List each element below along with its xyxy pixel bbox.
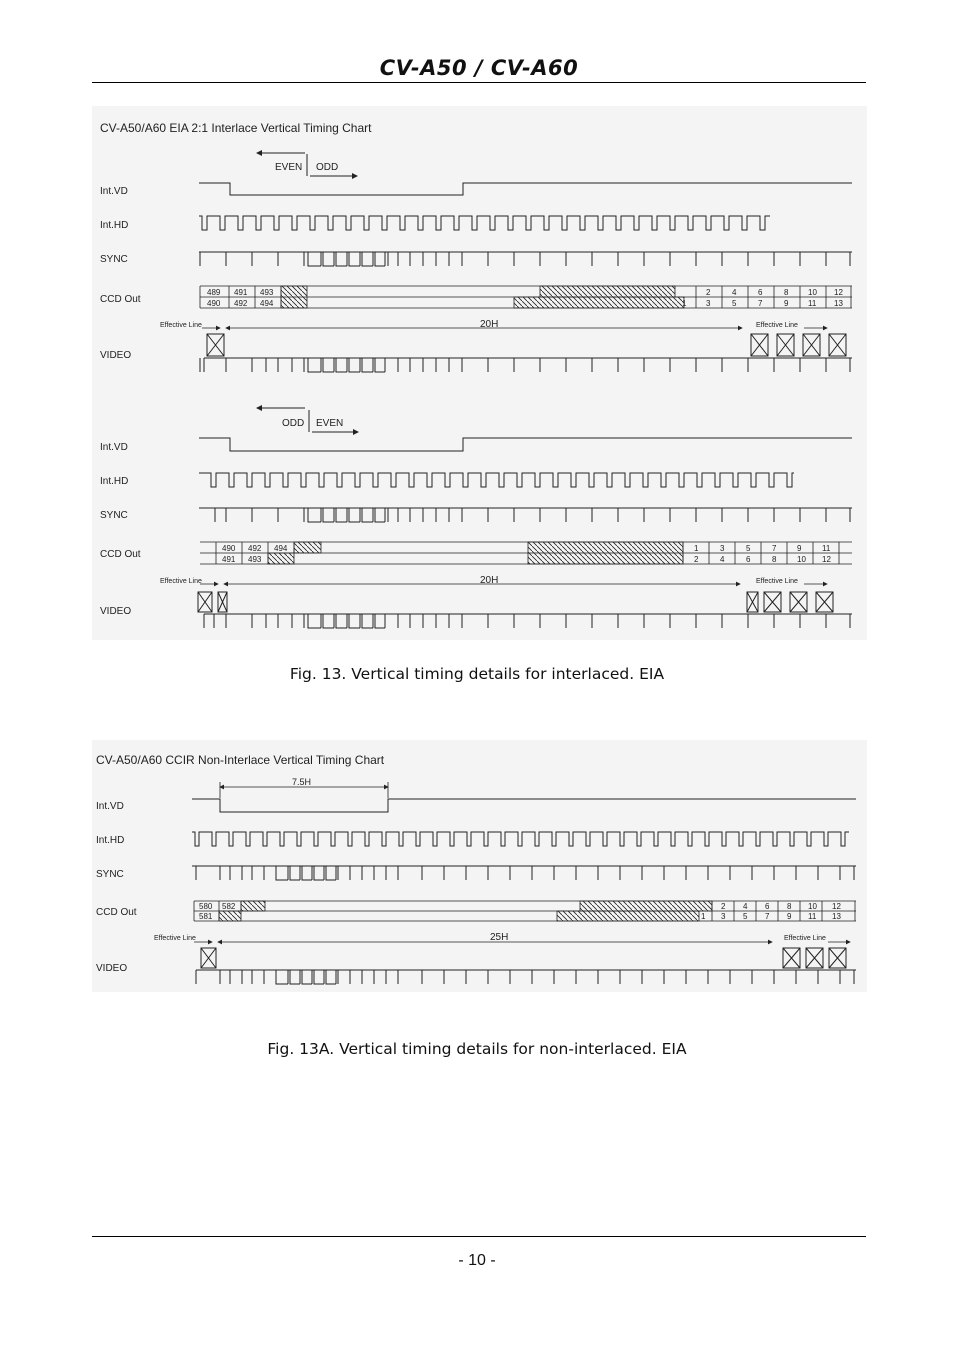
ccd-cell: 8 [784, 288, 789, 297]
fig13-chart-title: CV-A50/A60 EIA 2:1 Interlace Vertical Timing Chart [100, 121, 372, 135]
ccd-cell: 582 [222, 902, 236, 911]
ccd-cell: 6 [765, 902, 770, 911]
ccd-cell: 12 [832, 902, 841, 911]
ccd-cell: 13 [832, 912, 841, 921]
signal-label-ccdout: CCD Out [100, 549, 141, 560]
intvd-waveform [192, 799, 856, 812]
ccd-cell: 494 [274, 544, 288, 553]
figure-13-caption: Fig. 13. Vertical timing details for interlaced. EIA [289, 665, 665, 683]
ccd-cell: 4 [720, 555, 725, 564]
signal-label-inthd: Int.HD [96, 835, 125, 846]
signal-label-ccdout: CCD Out [100, 294, 141, 305]
effective-line-label: Effective Line [784, 935, 826, 942]
signal-label-sync: SYNC [96, 869, 124, 880]
ccd-cell: 11 [808, 912, 817, 921]
signal-label-ccdout: CCD Out [96, 907, 137, 918]
ccd-cell: 3 [720, 544, 725, 553]
intvd-waveform [199, 183, 852, 195]
sync-waveform [199, 252, 852, 266]
document-title: CV-A50 / CV-A60 [379, 56, 579, 80]
ccd-cell: 4 [743, 902, 748, 911]
ccd-out-row [200, 286, 852, 308]
ccd-cell: 493 [248, 555, 262, 564]
signal-label-intvd: Int.VD [96, 801, 124, 812]
ccd-cell: 2 [706, 288, 711, 297]
signal-label-intvd: Int.VD [100, 186, 128, 197]
signal-label-video: VIDEO [96, 963, 128, 974]
ccd-cell: 491 [222, 555, 236, 564]
ccd-cell: 6 [758, 288, 763, 297]
ccd-cell: 7 [758, 299, 763, 308]
field-label-even: EVEN [275, 162, 303, 173]
ccd-cell: 9 [787, 912, 792, 921]
sync-waveform [199, 508, 852, 522]
effective-line-label: Effective Line [154, 935, 196, 942]
ccd-cell: 9 [784, 299, 789, 308]
signal-label-sync: SYNC [100, 510, 128, 521]
ccd-cell: 492 [234, 299, 248, 308]
ccd-cell: 8 [772, 555, 777, 564]
ccd-cell: 580 [199, 902, 213, 911]
ccd-cell: 10 [808, 288, 817, 297]
ccd-cell: 1 [682, 299, 687, 308]
video-waveform [200, 334, 852, 372]
ccd-cell: 1 [694, 544, 699, 553]
field-label-odd: ODD [282, 418, 305, 429]
ccd-cell: 7 [765, 912, 770, 921]
ccd-cell: 3 [706, 299, 711, 308]
effective-line-label: Effective Line [160, 578, 202, 585]
vd-span-label: 7.5H [292, 777, 312, 787]
ccd-cell: 5 [732, 299, 737, 308]
ccd-cell: 490 [222, 544, 236, 553]
ccd-cell: 1 [701, 912, 706, 921]
effective-line-label: Effective Line [756, 578, 798, 585]
ccd-cell: 10 [797, 555, 806, 564]
inthd-waveform [199, 473, 794, 487]
ccd-cell: 7 [772, 544, 777, 553]
figure-13a-timing-chart [92, 740, 867, 992]
ccd-cell: 5 [746, 544, 751, 553]
figure-13a-caption: Fig. 13A. Vertical timing details for non-interlaced. EIA [267, 1040, 687, 1058]
ccd-cell: 11 [822, 544, 831, 553]
span-label: 20H [480, 319, 499, 330]
ccd-cell: 493 [260, 288, 274, 297]
signal-label-inthd: Int.HD [100, 476, 129, 487]
ccd-cell: 490 [207, 299, 221, 308]
span-label: 25H [490, 932, 509, 943]
ccd-cell: 494 [260, 299, 274, 308]
intvd-waveform [199, 438, 852, 451]
ccd-cell: 5 [743, 912, 748, 921]
ccd-cell: 12 [822, 555, 831, 564]
ccd-cell: 3 [721, 912, 726, 921]
field-label-even: EVEN [316, 418, 344, 429]
ccd-cell: 12 [834, 288, 843, 297]
sync-waveform [192, 866, 856, 880]
inthd-waveform [199, 216, 770, 230]
field-label-odd: ODD [316, 162, 339, 173]
signal-label-sync: SYNC [100, 254, 128, 265]
signal-label-video: VIDEO [100, 606, 132, 617]
inthd-waveform [192, 832, 849, 846]
signal-label-inthd: Int.HD [100, 220, 129, 231]
page-number: - 10 - [458, 1252, 496, 1269]
ccd-cell: 2 [721, 902, 726, 911]
ccd-cell: 11 [808, 299, 817, 308]
ccd-cell: 492 [248, 544, 262, 553]
fig13-svg [92, 106, 867, 640]
span-label: 20H [480, 575, 499, 586]
fig13a-chart-title: CV-A50/A60 CCIR Non-Interlace Vertical Timing Chart [96, 753, 385, 767]
ccd-cell: 489 [207, 288, 221, 297]
ccd-out-row [200, 542, 852, 564]
page-header [92, 52, 866, 83]
signal-label-intvd: Int.VD [100, 442, 128, 453]
fig13a-svg [92, 740, 867, 992]
video-waveform [198, 592, 852, 628]
ccd-cell: 6 [746, 555, 751, 564]
ccd-cell: 2 [694, 555, 699, 564]
video-waveform [196, 948, 856, 984]
ccd-cell: 10 [808, 902, 817, 911]
ccd-cell: 4 [732, 288, 737, 297]
ccd-cell: 13 [834, 299, 843, 308]
effective-line-label: Effective Line [160, 322, 202, 329]
figure-13-timing-chart [92, 106, 867, 640]
fig13-part2 [100, 408, 852, 628]
ccd-out-row [194, 901, 856, 921]
ccd-cell: 491 [234, 288, 248, 297]
signal-label-video: VIDEO [100, 350, 132, 361]
page-footer-rule [92, 1236, 866, 1237]
ccd-cell: 581 [199, 912, 213, 921]
ccd-cell: 8 [787, 902, 792, 911]
fig13-part1 [100, 153, 852, 372]
ccd-cell: 9 [797, 544, 802, 553]
effective-line-label: Effective Line [756, 322, 798, 329]
